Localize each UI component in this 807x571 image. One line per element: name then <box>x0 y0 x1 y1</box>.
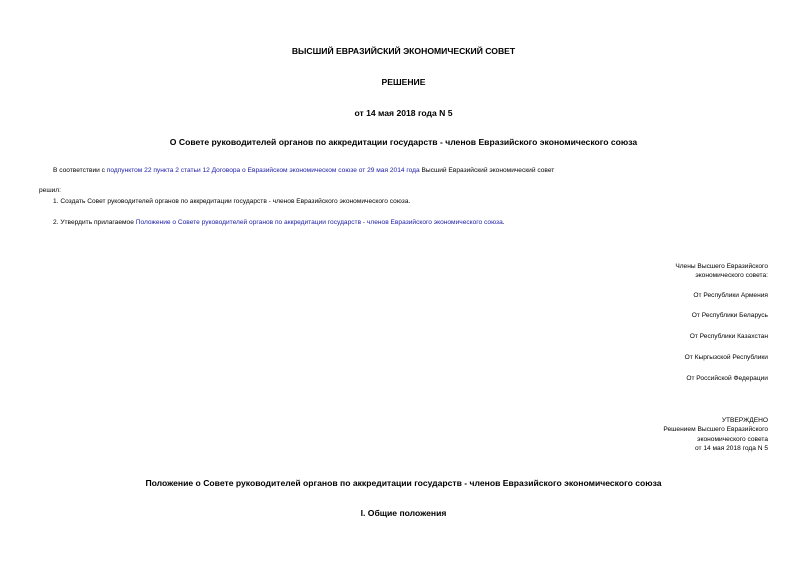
members-heading-line-1: Члены Высшего Евразийского <box>675 263 768 270</box>
signatory-belarus: От Республики Беларусь <box>691 312 768 319</box>
approval-line-1: УТВЕРЖДЕНО <box>721 417 768 424</box>
signatory-armenia: От Республики Армения <box>693 292 768 299</box>
document-title: О Совете руководителей органов по аккредитации государств - членов Евразийского экономического союза <box>169 137 638 147</box>
preamble-text-end: Высший Евразийский экономический совет <box>419 167 555 174</box>
approval-line-4: от 14 мая 2018 года N 5 <box>694 445 768 453</box>
decided-label: решил: <box>39 187 61 194</box>
approval-stamp <box>663 416 768 454</box>
section-heading: I. Общие положения <box>360 508 447 518</box>
item-2-text-start: 2. Утвердить прилагаемое <box>53 219 136 226</box>
approval-line-2: Решением Высшего Евразийского <box>663 426 768 434</box>
treaty-article-link[interactable]: подпунктом 22 пункта 2 статьи 12 Договора о Евразийском экономическом союзе от 29 мая 2014 года <box>106 167 420 174</box>
approval-line-3: экономического совета <box>697 435 768 443</box>
regulation-link[interactable]: Положение о Совете руководителей органов по аккредитации государств - членов Евразийского экономического союза <box>135 219 503 226</box>
preamble-paragraph <box>53 167 554 174</box>
item-2 <box>53 219 505 226</box>
signatory-russia: От Российской Федерации <box>686 375 768 382</box>
issuer-heading: ВЫСШИЙ ЕВРАЗИЙСКИЙ ЭКОНОМИЧЕСКИЙ СОВЕТ <box>291 46 516 56</box>
regulation-title: Положение о Совете руководителей органов по аккредитации государств - членов Евразийского экономического союза <box>145 478 662 488</box>
signatory-kyrgyzstan: От Кыргызской Республики <box>684 354 768 361</box>
document-type: РЕШЕНИЕ <box>381 77 426 87</box>
members-heading-line-2: экономического совета: <box>695 272 768 280</box>
signatory-kazakhstan: От Республики Казахстан <box>689 333 768 340</box>
preamble-text-start: В соответствии с <box>53 167 107 174</box>
item-1: 1. Создать Совет руководителей органов по аккредитации государств - членов Евразийского экономического союза. <box>53 198 411 205</box>
item-2-text-end: . <box>502 219 505 226</box>
document-date: от 14 мая 2018 года N 5 <box>354 108 453 118</box>
members-heading <box>675 262 768 281</box>
